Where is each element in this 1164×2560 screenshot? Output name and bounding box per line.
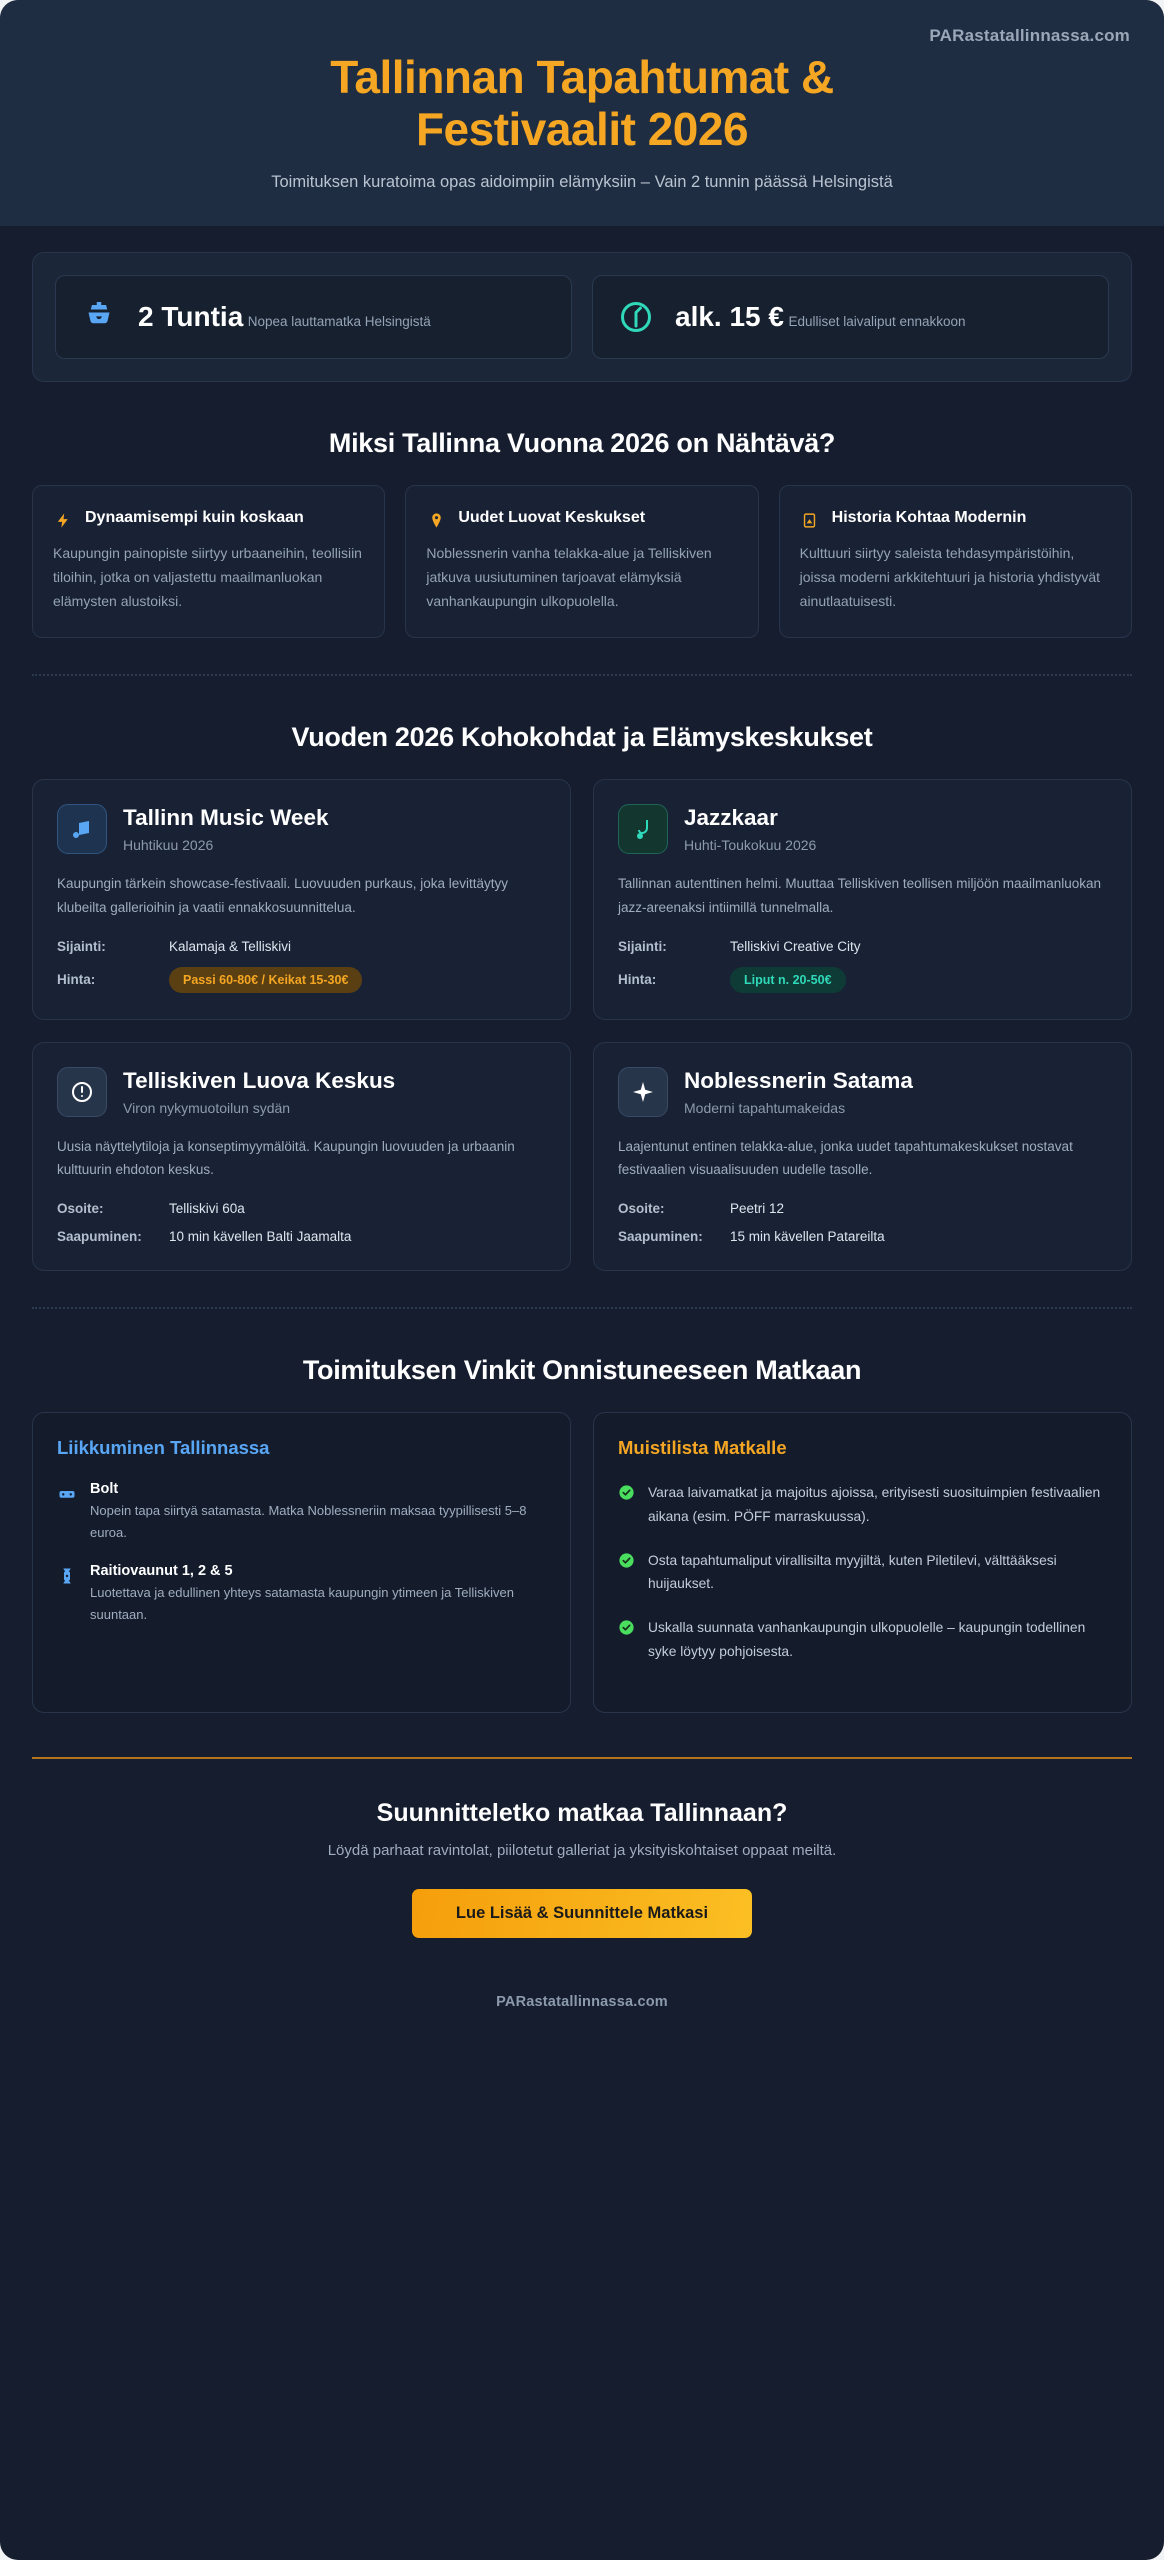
venue-address-row xyxy=(618,1201,1107,1216)
page-header xyxy=(0,0,1164,226)
event-card xyxy=(593,779,1132,1019)
zap-icon xyxy=(53,510,73,530)
venue-tagline: Moderni tapahtumakeidas xyxy=(684,1099,846,1116)
checklist-text: Varaa laivamatkat ja majoitus ajoissa, erityisesti suosituimpien festivaalien aikana (esim. PÖFF marraskuussa). xyxy=(648,1485,1101,1525)
address-label: Osoite: xyxy=(57,1201,104,1217)
stat-value: alk. 15 € xyxy=(675,301,784,333)
page-title-line2: Festivaalit 2026 xyxy=(415,102,749,155)
address-value: Peetri 12 xyxy=(730,1201,785,1217)
cta-section xyxy=(0,1759,1164,1968)
venue-card xyxy=(32,1042,571,1271)
venue-description: Laajentunut entinen telakka-alue, jonka uudet tapahtumakeskukset nostavat festivaalien visuaalisuuden uudelle tasolle. xyxy=(618,1138,1073,1178)
venue-arrival-row xyxy=(57,1229,546,1244)
event-card xyxy=(32,779,571,1019)
footer-brand: PARastatallinnassa.com xyxy=(496,1993,668,2010)
saxophone-icon xyxy=(618,804,668,854)
ferry-icon xyxy=(78,296,120,338)
stat-label: Edulliset laivaliput ennakkoon xyxy=(788,314,966,330)
why-card-body: Kulttuuri siirtyy saleista tehdasympäristöihin, joissa moderni arkkitehtuuri ja historia yhdistyvät ainutlaatuisesti. xyxy=(799,545,1101,609)
address-label: Osoite: xyxy=(618,1201,665,1217)
venue-description: Uusia näyttelytiloja ja konseptimyymälöitä. Kaupungin luovuuden ja urbaanin kulttuurin ehdoton keskus. xyxy=(57,1138,515,1178)
arrival-value: 10 min kävellen Balti Jaamalta xyxy=(169,1229,352,1245)
event-price-row xyxy=(57,967,546,993)
info-circle-icon xyxy=(57,1067,107,1117)
stats-strip xyxy=(32,252,1132,382)
checklist-item xyxy=(618,1549,1107,1596)
checklist-card xyxy=(593,1412,1132,1712)
stat-value: 2 Tuntia xyxy=(138,301,244,333)
price-label: Hinta: xyxy=(57,972,96,988)
checklist-text: Osta tapahtumaliput virallisilta myyjiltä, kuten Piletilevi, välttääksesi huijaukset. xyxy=(648,1552,1057,1592)
price-badge: Passi 60-80€ / Keikat 15-30€ xyxy=(169,967,362,993)
transport-item xyxy=(57,1481,546,1543)
price-badge: Liput n. 20-50€ xyxy=(730,967,846,993)
location-label: Sijainti: xyxy=(57,938,106,954)
why-section-title: Miksi Tallinna Vuonna 2026 on Nähtävä? xyxy=(328,428,836,459)
highlights-section xyxy=(0,676,1164,1271)
venue-tagline: Viron nykymuotoilun sydän xyxy=(123,1099,291,1116)
transport-item xyxy=(57,1563,546,1625)
event-price-row xyxy=(618,967,1107,993)
event-location-row xyxy=(618,939,1107,954)
tips-section xyxy=(0,1309,1164,1712)
why-card-title: Dynaamisempi kuin koskaan xyxy=(85,509,304,527)
map-pin-icon xyxy=(426,510,446,530)
venue-name: Noblessnerin Satama xyxy=(684,1067,913,1093)
taxi-icon xyxy=(57,1484,77,1504)
checklist-item xyxy=(618,1616,1107,1663)
event-name: Jazzkaar xyxy=(684,805,778,831)
tram-icon xyxy=(57,1566,77,1586)
brand-label-top: PARastatallinnassa.com xyxy=(929,26,1130,45)
address-value: Telliskivi 60a xyxy=(169,1201,245,1217)
venue-address-row xyxy=(57,1201,546,1216)
transport-name: Bolt xyxy=(90,1481,119,1498)
venue-name: Telliskiven Luova Keskus xyxy=(123,1067,396,1093)
stat-card-price xyxy=(592,275,1109,359)
tips-section-title: Toimituksen Vinkit Onnistuneeseen Matkaan xyxy=(302,1355,862,1386)
checklist-text: Uskalla suunnata vanhankaupungin ulkopuolelle – kaupungin todellinen syke löytyy pohjoisesta. xyxy=(648,1620,1086,1659)
transport-name: Raitiovaunut 1, 2 & 5 xyxy=(90,1563,233,1580)
arrival-value: 15 min kävellen Patareilta xyxy=(730,1229,885,1245)
why-card-body: Kaupungin painopiste siirtyy urbaaneihin, teollisiin tiloihin, jotka on valjastettu maailmanluokan elämysten alustoiksi. xyxy=(53,545,362,609)
stat-card-ferry xyxy=(55,275,572,359)
why-card-title: Uudet Luovat Keskukset xyxy=(458,509,646,527)
venue-arrival-row xyxy=(618,1229,1107,1244)
why-card xyxy=(779,485,1132,638)
read-more-button[interactable]: Lue Lisää & Suunnittele Matkasi xyxy=(412,1889,752,1938)
why-card xyxy=(405,485,758,638)
event-date: Huhti-Toukokuu 2026 xyxy=(684,837,817,854)
event-description: Kaupungin tärkein showcase-festivaali. Luovuuden purkaus, joka levittäytyy klubeilta gallerioihin ja vaatii ennakkosuunnittelua. xyxy=(57,876,509,915)
location-value: Telliskivi Creative City xyxy=(730,938,861,954)
arrival-label: Saapuminen: xyxy=(618,1229,703,1245)
location-label: Sijainti: xyxy=(618,938,667,954)
event-date: Huhtikuu 2026 xyxy=(123,837,214,854)
page-subtitle: Toimituksen kuratoima opas aidoimpiin elämyksiin – Vain 2 tunnin päässä Helsingistä xyxy=(271,173,893,192)
sparkle-icon xyxy=(618,1067,668,1117)
clock-icon xyxy=(615,296,657,338)
transport-card-title: Liikkuminen Tallinnassa xyxy=(57,1437,270,1459)
price-label: Hinta: xyxy=(618,972,657,988)
stat-label: Nopea lauttamatka Helsingistä xyxy=(247,314,431,330)
checklist-card-title: Muistilista Matkalle xyxy=(618,1437,787,1459)
check-circle-icon xyxy=(618,1552,636,1570)
transport-desc: Luotettava ja edullinen yhteys satamasta kaupungin ytimeen ja Telliskiven suuntaan. xyxy=(90,1585,514,1622)
page-title xyxy=(34,52,1130,155)
image-icon xyxy=(800,510,820,530)
music-note-icon xyxy=(57,804,107,854)
why-card xyxy=(32,485,385,638)
why-card-body: Noblessnerin vanha telakka-alue ja Telliskiven jatkuva uusiutuminen tarjoavat elämyksiä vanhankaupungin ulkopuolella. xyxy=(426,545,712,609)
venue-card xyxy=(593,1042,1132,1271)
transport-desc: Nopein tapa siirtyä satamasta. Matka Noblessneriin maksaa tyypillisesti 5–8 euroa. xyxy=(90,1503,527,1540)
event-name: Tallinn Music Week xyxy=(123,805,329,831)
page-title-line1: Tallinnan Tapahtumat & xyxy=(330,51,834,103)
check-circle-icon xyxy=(618,1484,636,1502)
cta-subtitle: Löydä parhaat ravintolat, piilotetut galleriat ja yksityiskohtaiset oppaat meiltä. xyxy=(327,1841,837,1859)
why-section xyxy=(0,382,1164,638)
cta-title: Suunnitteletko matkaa Tallinnaan? xyxy=(376,1798,788,1827)
event-description: Tallinnan autenttinen helmi. Muuttaa Telliskiven teollisen miljöön maailmanluokan jazz-areenaksi intiimillä tunnelmalla. xyxy=(618,876,1102,915)
check-circle-icon xyxy=(618,1619,636,1637)
transport-card xyxy=(32,1412,571,1712)
event-location-row xyxy=(57,939,546,954)
highlights-section-title: Vuoden 2026 Kohokohdat ja Elämyskeskukset xyxy=(291,722,873,753)
arrival-label: Saapuminen: xyxy=(57,1229,142,1245)
location-value: Kalamaja & Telliskivi xyxy=(169,938,292,954)
checklist-item xyxy=(618,1481,1107,1528)
why-card-title: Historia Kohtaa Modernin xyxy=(831,509,1027,527)
